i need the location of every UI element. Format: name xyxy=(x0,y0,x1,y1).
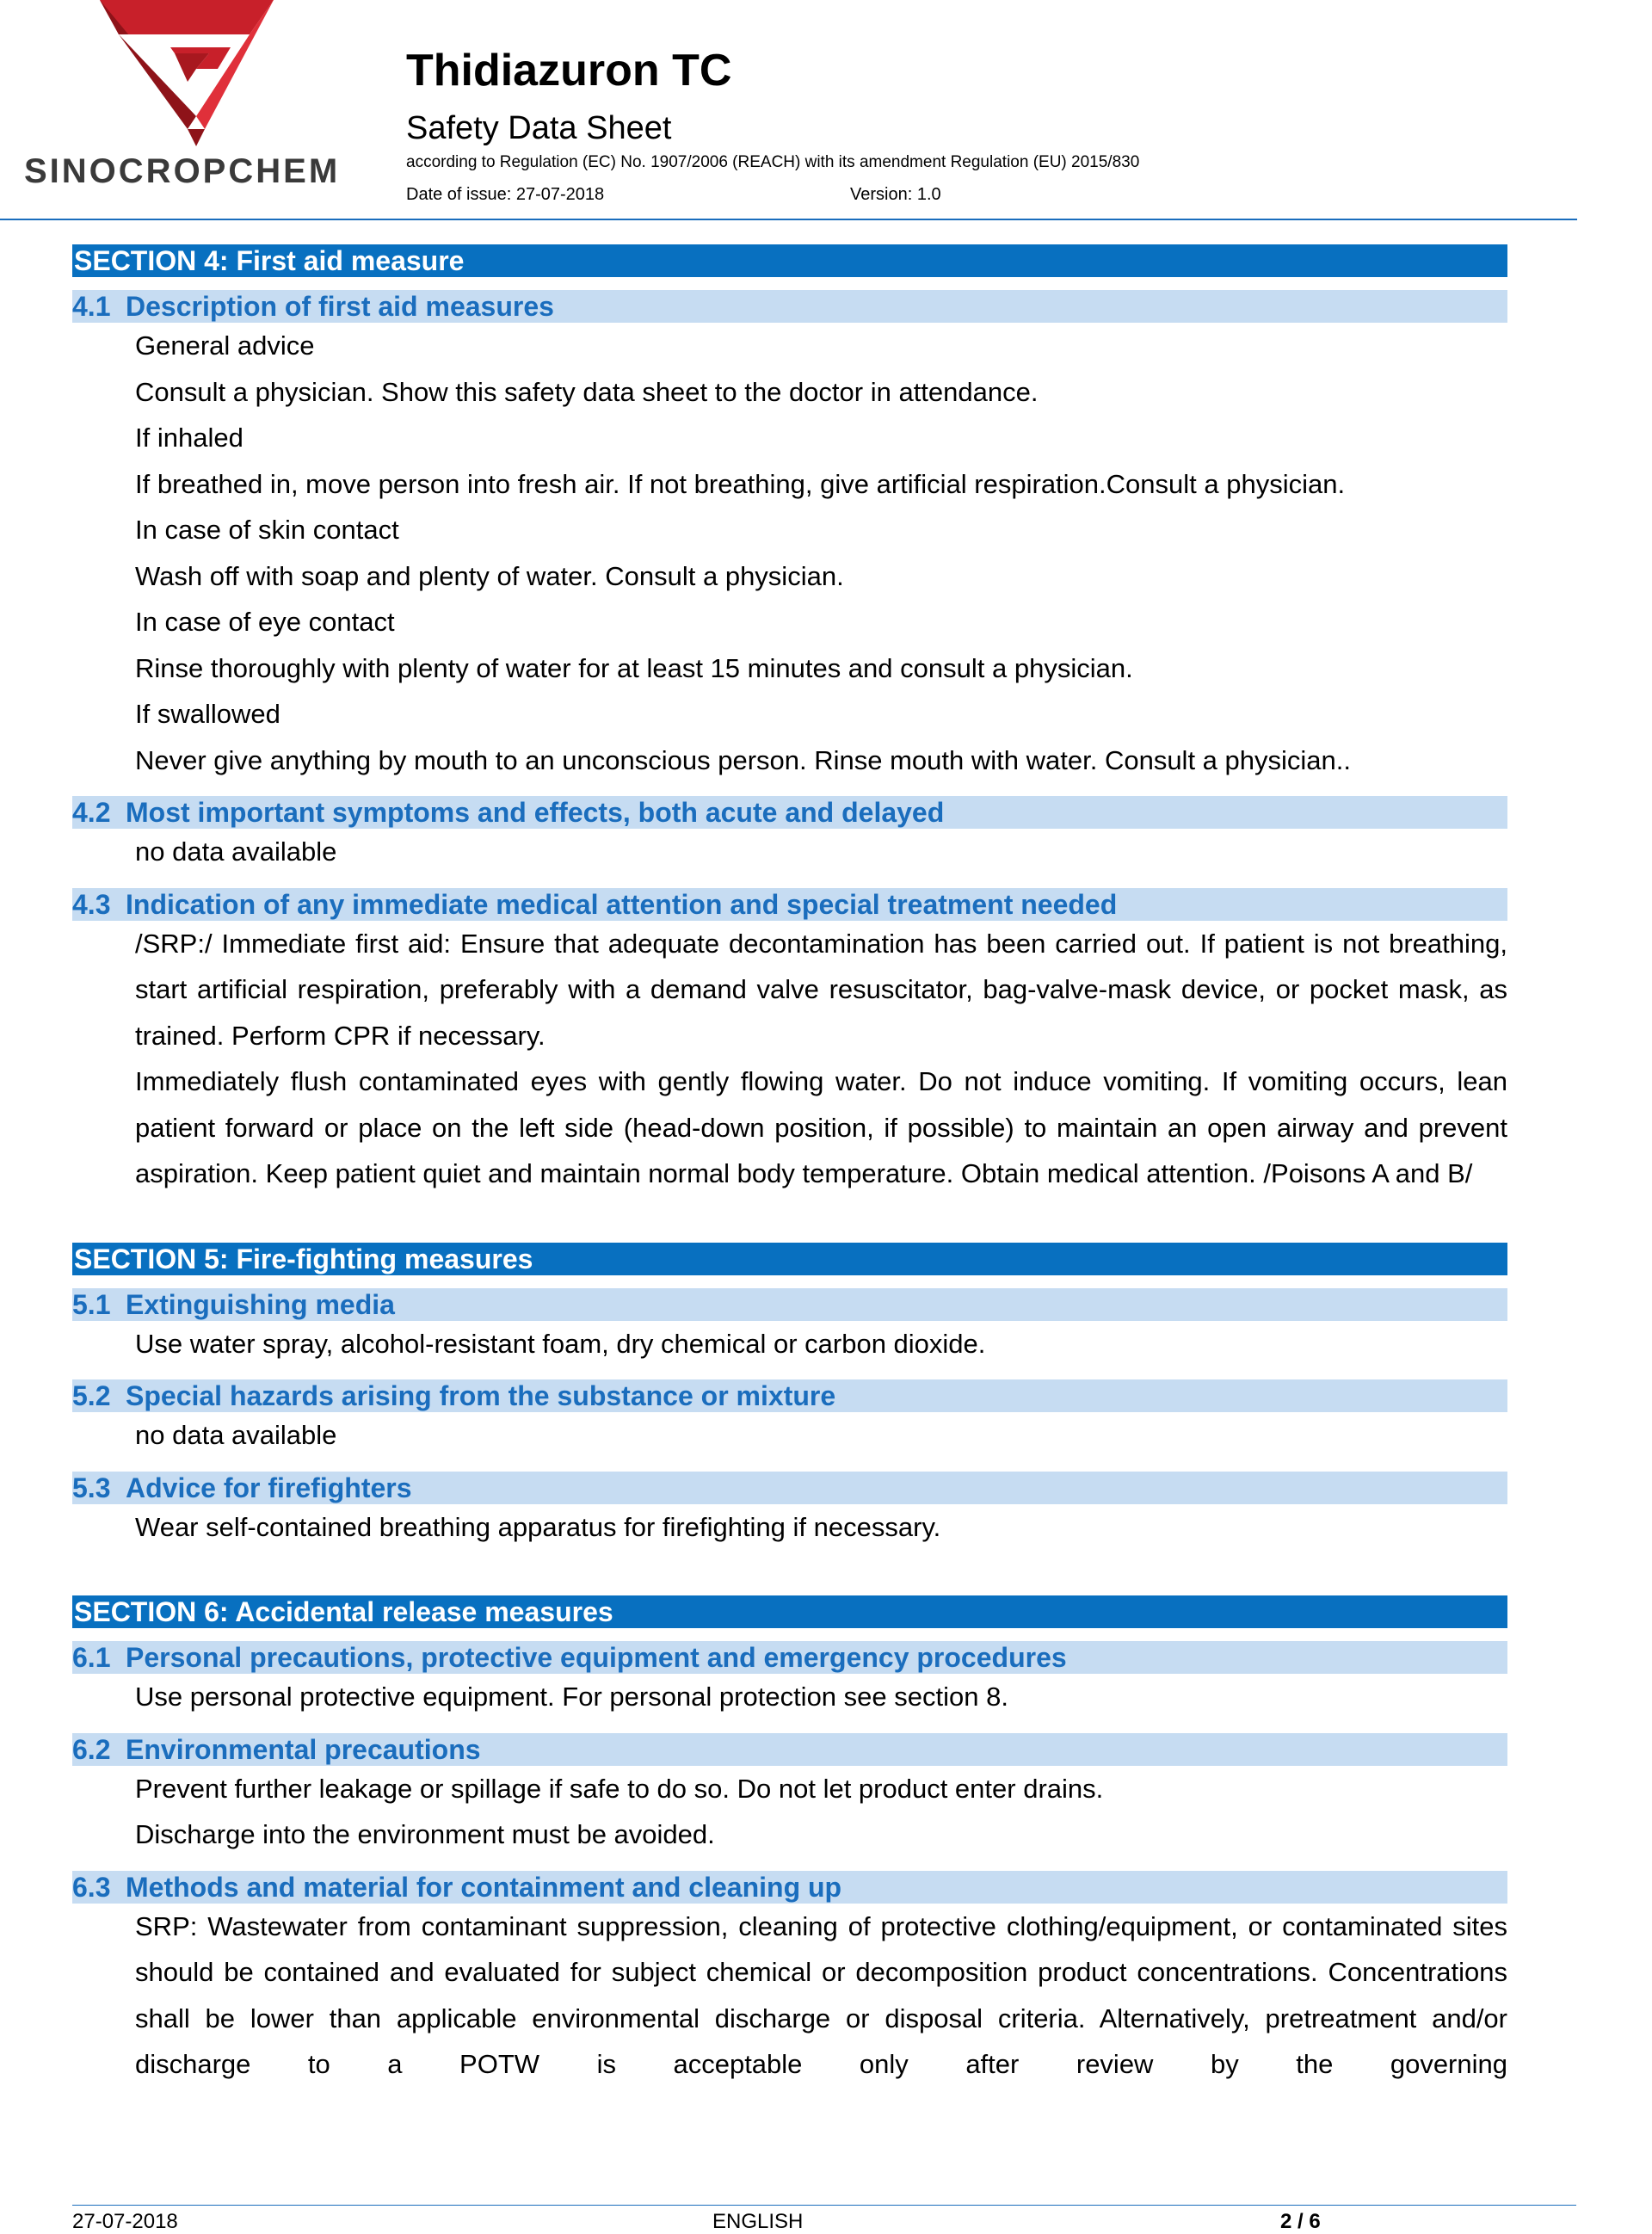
logo-wordmark: SINOCROPCHEM xyxy=(24,152,341,190)
body-line: Consult a physician. Show this safety data sheet to the doctor in attendance. xyxy=(135,376,1039,407)
subsection-title: Special hazards arising from the substance or mixture xyxy=(126,1380,836,1411)
body-line: If breathed in, move person into fresh air. If not breathing, give artificial respiration.Consult a physician. xyxy=(135,468,1346,499)
body-paragraph: /SRP:/ Immediate first aid: Ensure that adequate decontamination has been carried out. If patient is not breathing, start artificial respiration, preferably with a demand valve resuscitator, bag-valve-mask device, or pocket mask, as trained. Perform CPR if necessary. xyxy=(135,928,1507,1051)
footer-date: 27-07-2018 xyxy=(72,2210,178,2233)
subsection-title: Methods and material for containment and cleaning up xyxy=(126,1871,842,1903)
regulation-reference: according to Regulation (EC) No. 1907/2006 (REACH) with its amendment Regulation (EU) 2015/830 xyxy=(406,153,1140,171)
body-line: Discharge into the environment must be avoided. xyxy=(135,1819,715,1849)
subsection-title: Environmental precautions xyxy=(126,1733,481,1765)
body-line: If swallowed xyxy=(135,699,280,729)
subsection-title: Personal precautions, protective equipment and emergency procedures xyxy=(126,1642,1067,1673)
sinocropchem-logo xyxy=(24,0,347,198)
body-line: no data available xyxy=(135,1420,337,1450)
subsection-heading xyxy=(72,796,1507,829)
subsection-number: 6.1 xyxy=(72,1642,111,1673)
body-line: Wash off with soap and plenty of water. Consult a physician. xyxy=(135,560,844,591)
body-line: Use personal protective equipment. For personal protection see section 8. xyxy=(135,1682,1008,1712)
document-body xyxy=(72,244,1507,2088)
section-heading: SECTION 4: First aid measure xyxy=(72,244,1507,277)
body-paragraph: Immediately flush contaminated eyes with gently flowing water. Do not induce vomiting. If vomiting occurs, lean patient forward or place on the left side (head-down position, if possible) to maintain an open airway and prevent aspiration. Keep patient quiet and maintain normal body temperature. Obtain medical attention. /Poisons A and B/ xyxy=(135,1066,1507,1188)
body-line: no data available xyxy=(135,836,337,867)
page-number: 2 / 6 xyxy=(1280,2210,1321,2233)
body-line: Wear self-contained breathing apparatus for firefighting if necessary. xyxy=(135,1511,941,1542)
subsection-title: Indication of any immediate medical attention and special treatment needed xyxy=(126,888,1118,920)
header-divider xyxy=(0,219,1577,220)
subsection-number: 4.3 xyxy=(72,888,111,920)
subsection-number: 6.2 xyxy=(72,1733,111,1765)
section-heading: SECTION 5: Fire-fighting measures xyxy=(72,1243,1507,1275)
subsection-heading xyxy=(72,290,1507,323)
subsection-heading xyxy=(72,1379,1507,1412)
footer-language: ENGLISH xyxy=(712,2210,804,2233)
body-line: Never give anything by mouth to an unconscious person. Rinse mouth with water. Consult a physician.. xyxy=(135,744,1351,775)
body-paragraph: SRP: Wastewater from contaminant suppression, cleaning of protective clothing/equipment, or contaminated sites should be contained and evaluated for subject chemical or decomposition product concentrations. Concentrations shall be lower than applicable environmental discharge or disposal criteria. Alternatively, pretreatment and/or discharge to a POTW is acceptable only after review by the governing xyxy=(135,1910,1507,2079)
version: Version: 1.0 xyxy=(850,185,941,204)
body-line: In case of eye contact xyxy=(135,607,395,637)
body-line: If inhaled xyxy=(135,423,243,453)
subsection-number: 5.3 xyxy=(72,1472,111,1503)
subsection-title: Extinguishing media xyxy=(126,1288,395,1320)
subsection-heading xyxy=(72,888,1507,921)
footer-divider xyxy=(72,2205,1576,2206)
section-heading: SECTION 6: Accidental release measures xyxy=(72,1595,1507,1628)
subsection-number: 4.1 xyxy=(72,291,111,322)
subsection-number: 5.1 xyxy=(72,1288,111,1320)
subsection-heading xyxy=(72,1288,1507,1321)
date-of-issue: Date of issue: 27-07-2018 xyxy=(406,185,605,204)
body-line: In case of skin contact xyxy=(135,515,399,545)
subsection-number: 4.2 xyxy=(72,797,111,828)
body-line: General advice xyxy=(135,330,315,361)
subsection-title: Description of first aid measures xyxy=(126,291,554,322)
body-line: Use water spray, alcohol-resistant foam, dry chemical or carbon dioxide. xyxy=(135,1328,986,1359)
body-line: Prevent further leakage or spillage if safe to do so. Do not let product enter drains. xyxy=(135,1773,1104,1804)
document-subtitle: Safety Data Sheet xyxy=(406,110,672,146)
subsection-title: Advice for firefighters xyxy=(126,1472,412,1503)
subsection-number: 5.2 xyxy=(72,1380,111,1411)
subsection-number: 6.3 xyxy=(72,1871,111,1903)
subsection-heading xyxy=(72,1472,1507,1504)
subsection-heading xyxy=(72,1641,1507,1674)
document-title: Thidiazuron TC xyxy=(406,46,732,96)
subsection-heading xyxy=(72,1871,1507,1904)
subsection-title: Most important symptoms and effects, both acute and delayed xyxy=(126,797,945,828)
subsection-heading xyxy=(72,1733,1507,1766)
body-line: Rinse thoroughly with plenty of water for at least 15 minutes and consult a physician. xyxy=(135,652,1133,683)
